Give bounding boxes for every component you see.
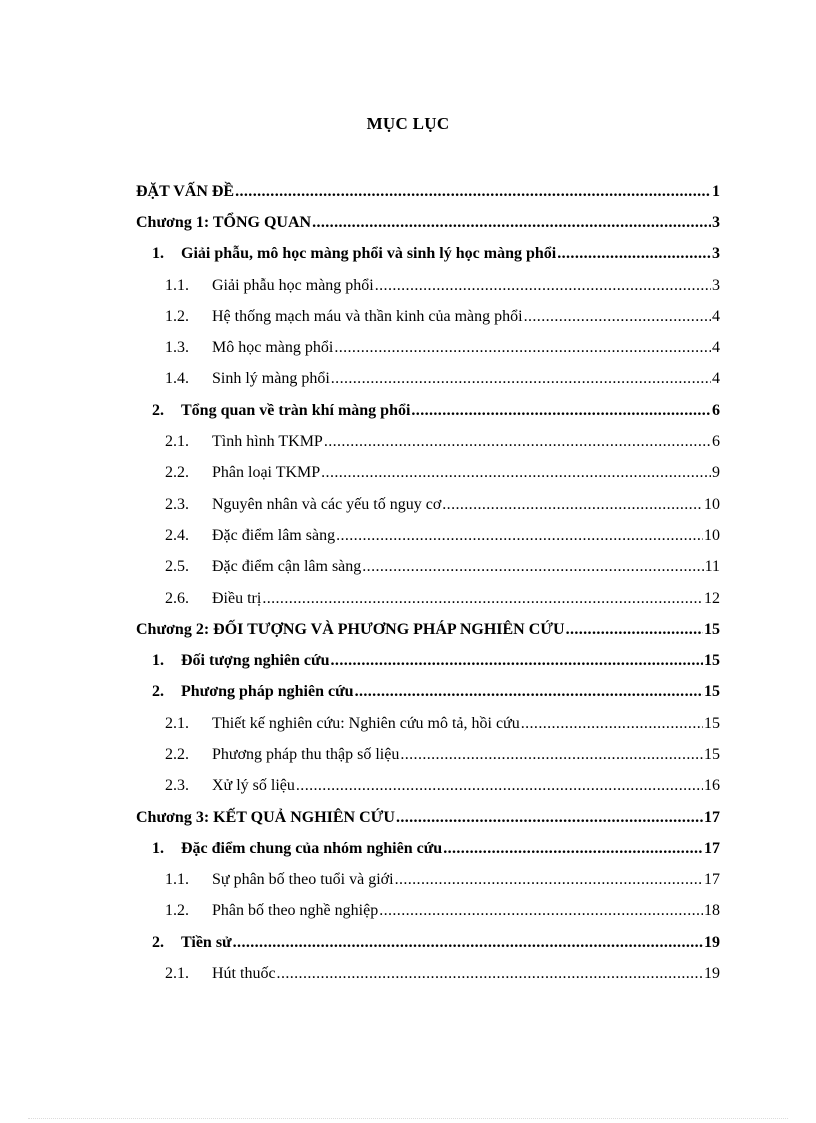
toc-entry-title: Giải phẫu học màng phổi (212, 276, 374, 294)
toc-entry-title: ĐẶT VẤN ĐỀ (136, 182, 235, 200)
toc-entry-title: Giải phẫu, mô học màng phổi và sinh lý học màng phổi (181, 245, 557, 263)
toc-entry-title: Đặc điểm chung của nhóm nghiên cứu (181, 839, 443, 857)
toc-entry[interactable] (0, 833, 720, 864)
toc-dot-leader (233, 934, 703, 952)
page-title: MỤC LỤC (366, 114, 450, 133)
toc-page-number: 10 (704, 495, 720, 513)
toc-page-number: 17 (704, 808, 720, 826)
toc-entry[interactable] (0, 458, 720, 489)
toc-entry-title: Tổng quan về tràn khí màng phổi (181, 401, 411, 419)
toc-entry-title: Chương 1: TỔNG QUAN (136, 213, 312, 231)
toc-page-number: 4 (712, 307, 720, 325)
toc-entry[interactable] (0, 583, 720, 614)
toc-entry-title: Nguyên nhân và các yếu tố nguy cơ (212, 495, 442, 513)
toc-entry-title: Đối tượng nghiên cứu (181, 652, 330, 670)
toc-entry-number: 1.1. (165, 276, 189, 294)
toc-entry[interactable] (0, 239, 720, 270)
toc-page-number: 19 (704, 933, 720, 951)
toc-entry[interactable] (0, 332, 720, 363)
toc-entry-title: Hút thuốc (212, 965, 276, 983)
toc-page-number: 3 (712, 245, 720, 263)
toc-page-number: 16 (704, 777, 720, 795)
toc-page-number: 15 (704, 652, 720, 670)
toc-dot-leader (395, 871, 703, 889)
toc-entry-number: 2.4. (165, 526, 189, 544)
toc-entry-number: 2. (152, 401, 164, 419)
toc-dot-leader (442, 496, 703, 514)
toc-dot-leader (262, 590, 703, 608)
toc-entry[interactable] (0, 270, 720, 301)
toc-entry-title: Hệ thống mạch máu và thần kinh của màng phổi (212, 307, 523, 325)
toc-entry[interactable] (0, 552, 720, 583)
toc-page-number: 6 (712, 401, 720, 419)
toc-page-number: 4 (712, 370, 720, 388)
toc-dot-leader (334, 339, 711, 357)
toc-dot-leader (277, 965, 703, 983)
toc-page-number: 4 (712, 339, 720, 357)
toc-entry[interactable] (0, 645, 720, 676)
toc-page-number: 9 (712, 464, 720, 482)
toc-dot-leader (336, 527, 703, 545)
toc-page-number: 12 (704, 589, 720, 607)
toc-entry-number: 2.3. (165, 495, 189, 513)
toc-dot-leader (443, 840, 703, 858)
toc-dot-leader (566, 621, 703, 639)
toc-dot-leader (324, 433, 711, 451)
toc-page-number: 15 (704, 683, 720, 701)
toc-entry[interactable] (0, 708, 720, 739)
toc-entry-number: 1.2. (165, 902, 189, 920)
toc-page-number: 15 (704, 714, 720, 732)
toc-entry-number: 2.2. (165, 745, 189, 763)
toc-page-number: 10 (704, 526, 720, 544)
toc-entry-number: 1. (152, 652, 164, 670)
toc-entry-title: Đặc điểm cận lâm sàng (212, 558, 362, 576)
toc-entry-title: Mô học màng phổi (212, 339, 334, 357)
toc-entry[interactable] (0, 176, 720, 207)
toc-entry-number: 2.1. (165, 965, 189, 983)
toc-page-number: 6 (712, 433, 720, 451)
toc-page-number: 3 (712, 213, 720, 231)
toc-dot-leader (521, 715, 703, 733)
toc-entry-title: Điều trị (212, 589, 262, 607)
toc-entry[interactable] (0, 364, 720, 395)
toc-entry[interactable] (0, 896, 720, 927)
toc-page-number: 17 (704, 871, 720, 889)
toc-page-number: 17 (704, 839, 720, 857)
toc-entry-number: 1.1. (165, 871, 189, 889)
toc-entry-title: Phân loại TKMP (212, 464, 321, 482)
toc-dot-leader (331, 652, 703, 670)
toc-entry[interactable] (0, 771, 720, 802)
toc-entry-number: 2. (152, 683, 164, 701)
toc-entry-number: 1.2. (165, 307, 189, 325)
toc-dot-leader (235, 183, 711, 201)
toc-dot-leader (557, 245, 711, 263)
toc-dot-leader (524, 308, 711, 326)
toc-dot-leader (355, 683, 703, 701)
toc-dot-leader (396, 809, 703, 827)
toc-entry-title: Đặc điểm lâm sàng (212, 526, 336, 544)
toc-entry-number: 1.3. (165, 339, 189, 357)
toc-entry[interactable] (0, 207, 720, 238)
toc-dot-leader (400, 746, 703, 764)
toc-page-number: 19 (704, 965, 720, 983)
toc-entry[interactable] (0, 614, 720, 645)
toc-dot-leader (411, 402, 711, 420)
toc-entry-title: Tình hình TKMP (212, 433, 323, 451)
toc-page-number: 3 (712, 276, 720, 294)
toc-dot-leader (375, 277, 711, 295)
toc-entry-title: Phương pháp nghiên cứu (181, 683, 354, 701)
toc-entry-number: 1.4. (165, 370, 189, 388)
toc-entry[interactable] (0, 927, 720, 958)
toc-entry-title: Chương 2: ĐỐI TƯỢNG VÀ PHƯƠNG PHÁP NGHIÊN CỨU (136, 620, 565, 638)
toc-page-number: 11 (704, 558, 720, 576)
toc-entry-number: 2.6. (165, 589, 189, 607)
toc-entry-title: Phương pháp thu thập số liệu (212, 745, 400, 763)
toc-page-number: 15 (704, 745, 720, 763)
toc-entry-title: Phân bố theo nghề nghiệp (212, 902, 379, 920)
toc-entry[interactable] (0, 802, 720, 833)
toc-page-number: 18 (704, 902, 720, 920)
toc-entry[interactable] (0, 958, 720, 989)
toc-entry[interactable] (0, 301, 720, 332)
toc-entry[interactable] (0, 489, 720, 520)
toc-entry[interactable] (0, 865, 720, 896)
toc-dot-leader (362, 558, 703, 576)
toc-dot-leader (331, 370, 711, 388)
toc-entry[interactable] (0, 395, 720, 426)
toc-entry-title: Xử lý số liệu (212, 777, 295, 795)
toc-dot-leader (379, 902, 703, 920)
toc-entry[interactable] (0, 426, 720, 457)
toc-entry[interactable] (0, 677, 720, 708)
toc-entry-number: 2.2. (165, 464, 189, 482)
toc-entry-number: 1. (152, 839, 164, 857)
toc-dot-leader (312, 214, 711, 232)
toc-entry-number: 2.3. (165, 777, 189, 795)
toc-entry-number: 2.1. (165, 433, 189, 451)
toc-dot-leader (296, 777, 703, 795)
toc-entry-title: Tiền sử (181, 933, 232, 951)
table-of-contents (0, 176, 816, 990)
toc-entry-title: Sự phân bố theo tuổi và giới (212, 871, 394, 889)
toc-entry-title: Chương 3: KẾT QUẢ NGHIÊN CỨU (136, 808, 395, 826)
toc-page-number: 15 (704, 620, 720, 638)
page-bottom-divider (28, 1118, 788, 1119)
toc-entry-title: Thiết kế nghiên cứu: Nghiên cứu mô tả, hồi cứu (212, 714, 520, 732)
toc-entry-number: 2. (152, 933, 164, 951)
toc-entry[interactable] (0, 520, 720, 551)
toc-page-number: 1 (712, 182, 720, 200)
toc-entry[interactable] (0, 739, 720, 770)
toc-entry-title: Sinh lý màng phổi (212, 370, 330, 388)
toc-dot-leader (321, 464, 711, 482)
toc-entry-number: 2.5. (165, 558, 189, 576)
toc-entry-number: 1. (152, 245, 164, 263)
toc-entry-number: 2.1. (165, 714, 189, 732)
